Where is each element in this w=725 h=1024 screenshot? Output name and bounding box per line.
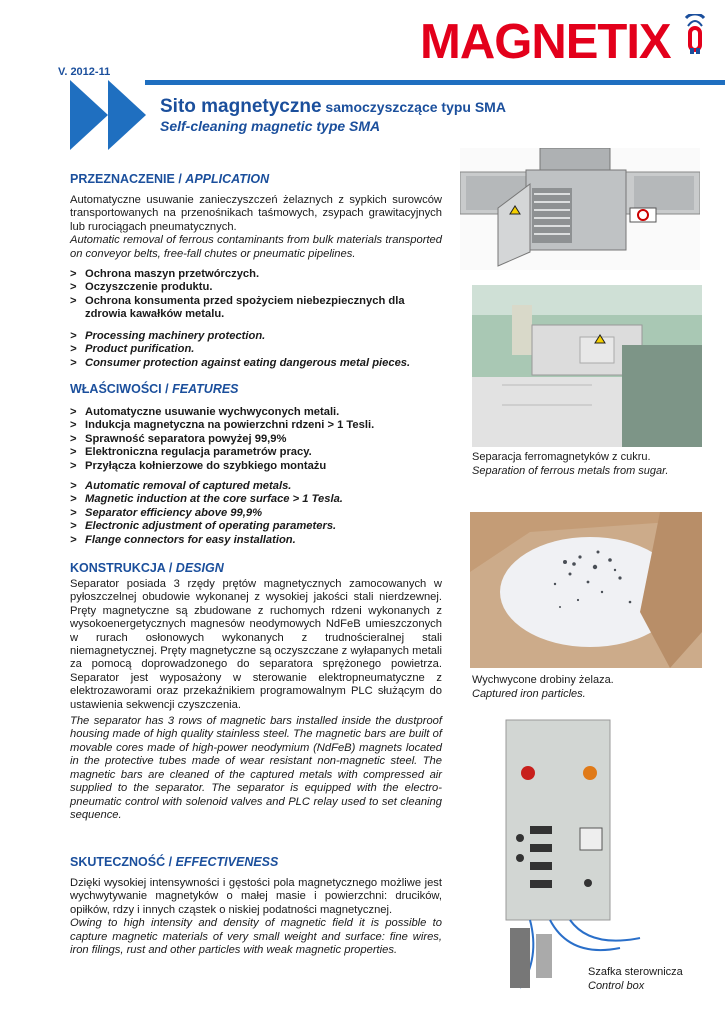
effectiveness-heading-en: EFFECTIVENESS: [175, 855, 279, 869]
title-sub: samoczyszczące typu SMA: [321, 99, 506, 115]
application-bullets-pl: [70, 268, 442, 322]
list-item: > Oczyszczenie produktu.: [70, 281, 442, 294]
list-item: > Sprawność separatora powyżej 99,9%: [70, 433, 442, 446]
title-main: Sito magnetyczne: [160, 96, 322, 117]
effectiveness-heading: [70, 855, 278, 869]
control-box-photo: [470, 708, 710, 1008]
caption-iron-en: Captured iron particles.: [472, 687, 586, 700]
caption-sugar: [472, 451, 668, 478]
magnet-logo-icon: [680, 14, 710, 62]
list-item: > Product purification.: [70, 343, 442, 356]
features-heading-pl: WŁAŚCIWOŚCI /: [70, 382, 173, 396]
list-item: > Ochrona maszyn przetwórczych.: [70, 268, 442, 281]
effectiveness-text-en: Owing to high intensity and density of magnetic field it is possible to capture magnetic materials of very small weight and surface: fine wires, iron filings, rust and other particles with weak magnetic properties.: [70, 917, 442, 957]
installation-photo: [472, 285, 702, 447]
design-heading-pl: KONSTRUKCJA /: [70, 561, 176, 575]
list-item: > Processing machinery protection.: [70, 330, 442, 343]
brand-logo: MAGNETIX: [420, 15, 671, 69]
caption-iron: [472, 674, 614, 701]
caption-box-en: Control box: [588, 979, 645, 992]
design-text-pl: Separator posiada 3 rzędy prętów magnetycznych zamocowanych w pyłoszczelnej obudowie wykonanej z wysokiej jakości stali nierdzewnej. Pręty magnetyczne są zbudowane z ruchomych rdzeni wykonanych z wysokoenergetycznych magnesów neodymowych NdFeB umieszczonych w rurach osłonowych wykonanych z trudnościeralnej stali niemagnetycznej. Pręty magnetyczne są oczyszczane z wyłapanych metali za pomocą doprowadzonego do separatora sprężonego powietrza. Separator jest wyposażony w sterowanie elektropneumatyczne z elektrozaworami oraz przekaźnikiem programowalnym PLC służącym do ustawienia sekwencji czyszczenia.: [70, 578, 442, 711]
chevron-right-icon: [70, 80, 150, 150]
list-item: > Ochrona konsumenta przed spożyciem niebezpiecznych dla zdrowia kawałków metalu.: [70, 295, 442, 322]
application-heading-pl: PRZEZNACZENIE /: [70, 172, 186, 186]
list-item: > Elektroniczna regulacja parametrów pracy.: [70, 446, 442, 459]
list-item: > Przyłącza kołnierzowe do szybkiego montażu: [70, 460, 442, 473]
application-text-en: Automatic removal of ferrous contaminants from bulk materials transported on conveyor belts, free-fall chutes or pneumatic pipelines.: [70, 234, 442, 260]
application-heading-en: APPLICATION: [185, 172, 270, 186]
list-item: > Flange connectors for easy installation.: [70, 534, 442, 547]
effectiveness-heading-pl: SKUTECZNOŚĆ /: [70, 855, 176, 869]
effectiveness-text-pl: Dzięki wysokiej intensywności i gęstości pola magnetycznego możliwe jest wychwytywanie magnetyków o małej masie i powierzchni: drucików, opiłków, rdzy i innych cząstek o niskiej podatności magnetycznej.: [70, 877, 442, 916]
application-text-pl: Automatyczne usuwanie zanieczyszczeń żelaznych z sypkich surowców transportowanych na przenośnikach taśmowych, zsypach grawitacyjnych lub rurociągach pneumatycznych.: [70, 194, 442, 233]
caption-iron-pl: Wychwycone drobiny żelaza.: [472, 674, 614, 686]
list-item: > Automatyczne usuwanie wychwyconych metali.: [70, 406, 442, 419]
features-heading: [70, 382, 239, 396]
features-bullets-en: [70, 480, 442, 547]
page-title: [160, 96, 506, 118]
application-section: [70, 194, 442, 261]
iron-particles-photo: [470, 512, 702, 668]
design-text-en: The separator has 3 rows of magnetic bars installed inside the dustproof housing made of high quality stainless steel. The magnetic bars are built of movable cores made of high-power neodymium (NdFeB) magnets located in the protective tubes made of wear resistant non-magnetic steel. The magnetic bars are cleaned of the captured metals with compressed air supplied to the separator. The separator is equipped with the electro-pneumatic control with solenoid valves and PLC relay used to set cleaning sequence.: [70, 715, 442, 821]
separator-photo: [460, 148, 700, 270]
design-section: [70, 578, 442, 822]
list-item: > Automatic removal of captured metals.: [70, 480, 442, 493]
list-item: > Indukcja magnetyczna na powierzchni rdzeni > 1 Tesli.: [70, 419, 442, 432]
caption-box-pl: Szafka sterownicza: [588, 966, 683, 978]
features-bullets-pl: [70, 406, 442, 473]
application-bullets-en: [70, 330, 442, 370]
effectiveness-section: [70, 877, 442, 957]
header-rule: [145, 80, 725, 85]
caption-sugar-pl: Separacja ferromagnetyków z cukru.: [472, 451, 651, 463]
application-heading: [70, 172, 269, 186]
features-heading-en: FEATURES: [172, 382, 239, 396]
design-heading: [70, 561, 224, 575]
list-item: > Magnetic induction at the core surface > 1 Tesla.: [70, 493, 442, 506]
version-label: V. 2012-11: [58, 66, 111, 78]
list-item: > Consumer protection against eating dangerous metal pieces.: [70, 357, 442, 370]
list-item: > Electronic adjustment of operating parameters.: [70, 520, 442, 533]
list-item: > Separator efficiency above 99,9%: [70, 507, 442, 520]
caption-box: [588, 966, 683, 993]
page-subtitle: Self-cleaning magnetic type SMA: [160, 118, 381, 134]
design-heading-en: DESIGN: [175, 561, 224, 575]
caption-sugar-en: Separation of ferrous metals from sugar.: [472, 464, 669, 477]
